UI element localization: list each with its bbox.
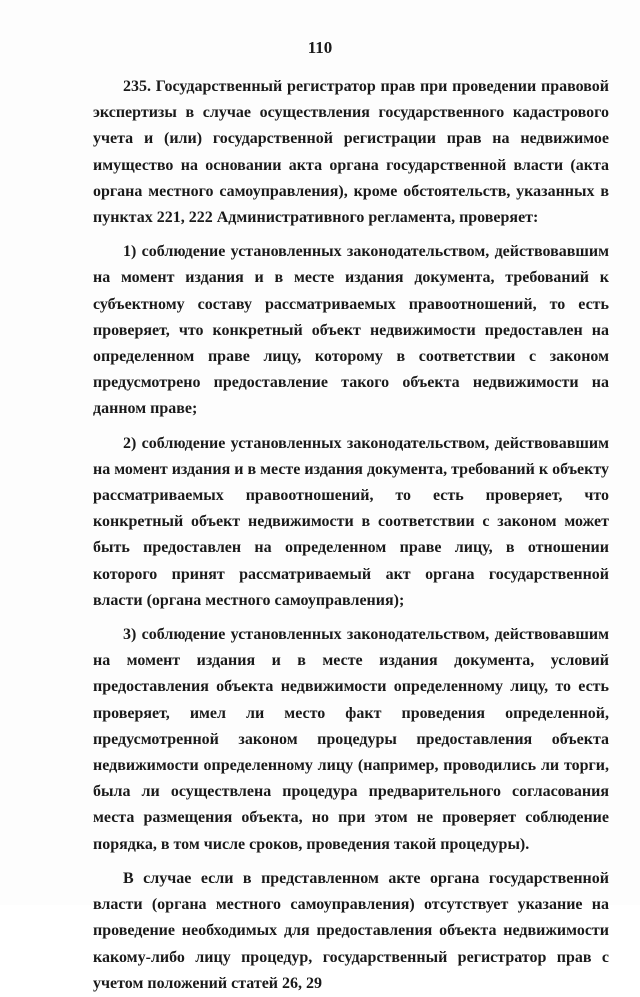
paragraph-item-1: 1) соблюдение установленных законодательством, действовавшим на момент издания и в месте издания документа, требований к субъектному составу рассматриваемых правоотношений, то есть проверяет, что конкретный объект недвижимости предоставлен на определенном праве лицу, которому в соответствии с законом предусмотрено предоставление такого объекта недвижимости на данном праве;	[93, 243, 609, 418]
paragraph-item-3: 3) соблюдение установленных законодательством, действовавшим на момент издания и в месте издания документа, условий предоставления объекта недвижимости определенному лицу, то есть проверяет, имел ли место факт проведения определенной, предусмотренной законом процедуры предоставления объекта недвижимости определенному лицу (например, проводились ли торги, была ли осуществлена процедура предварительного согласования места размещения объекта, но при этом не проверяет соблюдение порядка, в том числе сроков, проведения такой процедуры).	[93, 626, 609, 853]
page-number: 110	[307, 38, 333, 57]
paragraph-item-2: 2) соблюдение установленных законодательством, действовавшим на момент издания и в месте издания документа, требований к объекту рассматриваемых правоотношений, то есть проверяет, что конкретный объект недвижимости в соответствии с законом может быть предоставлен на определенном праве лицу, в отношении которого принят рассматриваемый акт органа государственной власти (органа местного самоуправления);	[93, 434, 609, 609]
document-body	[93, 74, 609, 997]
paragraph-235: 235. Государственный регистратор прав при проведении правовой экспертизы в случае осуществления государственного кадастрового учета и (или) государственной регистрации прав на недвижимое имущество на основании акта органа государственной власти (акта органа местного самоуправления), кроме обстоятельств, указанных в пунктах 221, 222 Административного регламента, проверяет:	[93, 78, 609, 227]
paragraph-closing: В случае если в представленном акте органа государственной власти (органа местного самоуправления) отсутствует указание на проведение необходимых для предоставления объекта недвижимости какому-либо лицу процедур, государственный регистратор прав с учетом положений статей 26, 29	[93, 869, 609, 992]
